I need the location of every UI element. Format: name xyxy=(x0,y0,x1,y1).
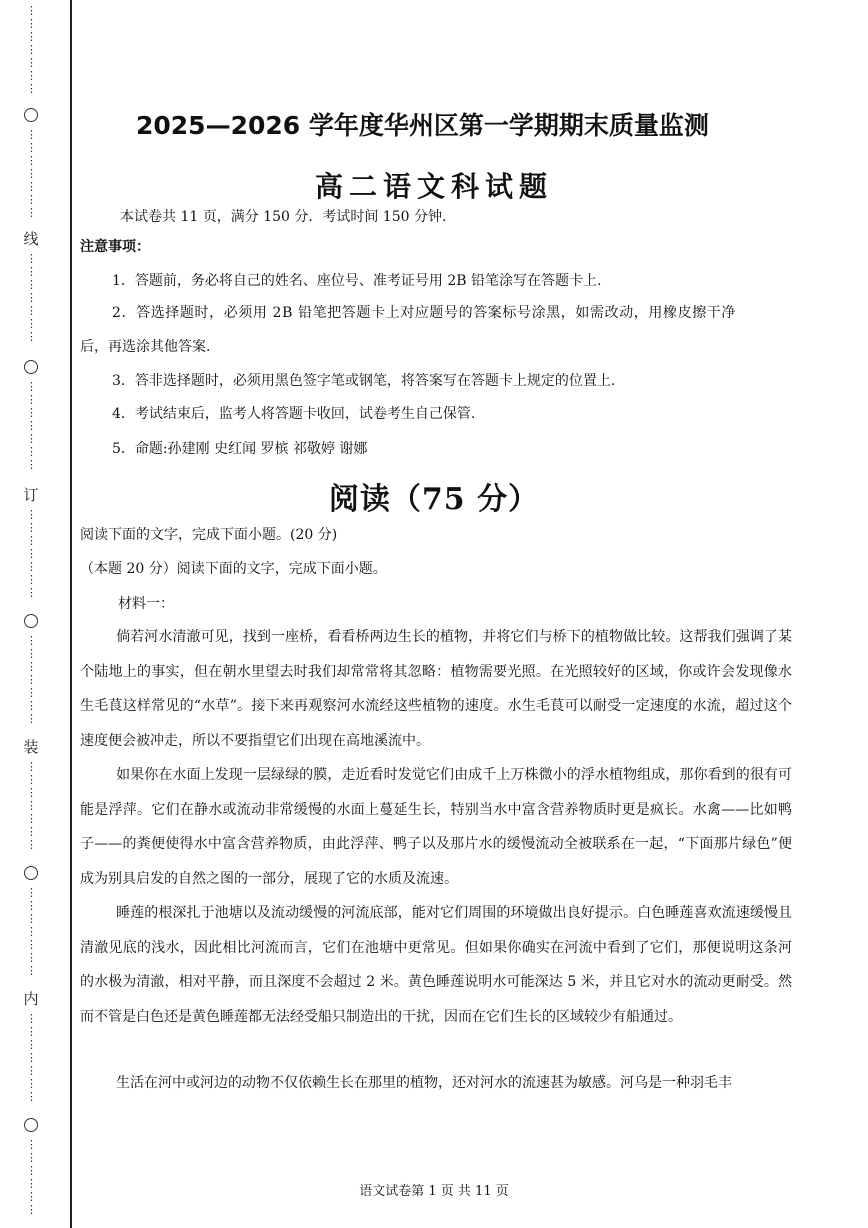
dotted-line: ⋮ ⋮ ⋮ ⋮ ⋮ ⋮ ⋮ xyxy=(26,508,37,599)
exam-subtitle: 高二语文科试题 xyxy=(314,170,553,203)
notice-item-2: 2．答选择题时，必须用 2B 铅笔把答题卡上对应题号的答案标号涂黑，如需改动，用橡皮擦干净 xyxy=(112,305,737,321)
notice-item-1: 1．答题前，务必将自己的姓名、座位号、准考证号用 2B 铅笔涂写在答题卡上. xyxy=(112,273,602,289)
dotted-line: ⋮ ⋮ ⋮ ⋮ ⋮ ⋮ ⋮ xyxy=(26,252,37,343)
binding-circle xyxy=(24,360,38,374)
dotted-line: ⋮ ⋮ ⋮ ⋮ ⋮ ⋮ ⋮ xyxy=(26,634,37,725)
notice-item-4: 4．考试结束后，监考人将答题卡收回，试卷考生自己保管. xyxy=(112,406,476,422)
binding-circle xyxy=(24,1118,38,1132)
paragraph-2-text: 如果你在水面上发现一层绿绿的膜，走近看时发觉它们由成千上万株微小的浮水植物组成，那你看到的很有可能是浮萍。它们在静水或流动非常缓慢的水面上蔓延生长，特别当水中富含营养物质时更是疯长。水禽——比如鸭子——的粪便使得水中富含营养物质，由此浮萍、鸭子以及那片水的缓慢流动全被联系在一起，“下面那片绿色”便成为别具启发的自然之图的一部分，展现了它的水质及流速。 xyxy=(80,767,792,887)
exam-info: 本试卷共 11 页，满分 150 分．考试时间 150 分钟． xyxy=(120,209,456,225)
section-title: 阅读（75 分） xyxy=(328,482,540,517)
paragraph-1 xyxy=(80,620,792,758)
dotted-line: ⋮ ⋮ ⋮ ⋮ ⋮ ⋮ ⋮ xyxy=(26,886,37,977)
dotted-line: ⋮ ⋮ ⋮ ⋮ ⋮ ⋮ xyxy=(26,1138,37,1216)
material-label: 材料一： xyxy=(118,596,174,612)
paragraph-4-text: 生活在河中或河边的动物不仅依赖生长在那里的植物，还对河水的流速甚为敏感。河乌是一种羽毛丰 xyxy=(116,1075,732,1091)
binding-circle xyxy=(24,108,38,122)
binding-circle xyxy=(24,614,38,628)
notice-item-5: 5．命题:孙建刚 史红闻 罗槟 祁敬婷 谢娜 xyxy=(112,441,368,457)
binding-char-xian: 线 xyxy=(23,230,39,248)
reading-instruction-2: （本题 20 分）阅读下面的文字，完成下面小题。 xyxy=(80,561,387,577)
dotted-line: ⋮ ⋮ ⋮ ⋮ ⋮ ⋮ ⋮ xyxy=(26,128,37,219)
notice-item-3: 3．答非选择题时，必须用黑色签字笔或钢笔，将答案写在答题卡上规定的位置上. xyxy=(112,373,616,389)
notice-heading: 注意事项： xyxy=(80,239,150,255)
notice-item-2-cont: 后，再选涂其他答案. xyxy=(80,339,211,355)
binding-char-zhuang: 装 xyxy=(23,738,39,756)
binding-circle xyxy=(24,866,38,880)
paragraph-2 xyxy=(80,758,792,896)
dotted-line: ⋮ ⋮ ⋮ ⋮ ⋮ ⋮ ⋮ xyxy=(26,760,37,851)
dotted-line: ⋮ ⋮ ⋮ ⋮ ⋮ ⋮ ⋮ xyxy=(26,1012,37,1103)
reading-instruction: 阅读下面的文字，完成下面小题。(20 分) xyxy=(80,527,338,543)
dotted-line: ⋮ ⋮ ⋮ ⋮ ⋮ ⋮ ⋮ xyxy=(26,4,37,95)
binding-char-ding: 订 xyxy=(23,486,39,504)
binding-char-nei: 内 xyxy=(23,990,39,1008)
page-footer: 语文试卷第 1 页 共 11 页 xyxy=(359,1184,509,1199)
paragraph-4 xyxy=(80,1066,792,1101)
paragraph-1-text: 倘若河水清澈可见，找到一座桥，看看桥两边生长的植物，并将它们与桥下的植物做比较。这帮我们强调了某个陆地上的事实，但在朝水里望去时我们却常常将其忽略：植物需要光照。在光照较好的区域，你或许会发现像水生毛茛这样常见的“水草”。接下来再观察河水流经这些植物的速度。水生毛茛可以耐受一定速度的水流，超过这个速度便会被冲走，所以不要指望它们出现在高地溪流中。 xyxy=(80,629,792,749)
paragraph-3-text: 睡莲的根深扎于池塘以及流动缓慢的河流底部，能对它们周围的环境做出良好提示。白色睡莲喜欢流速缓慢且清澈见底的浅水，因此相比河流而言，它们在池塘中更常见。但如果你确实在河流中看到了它们，那便说明这条河的水极为清澈，相对平静，而且深度不会超过 2 米。黄色睡莲说明水可能深达 5 米，并且它对水的流动更耐受。然而不管是白色还是黄色睡莲都无法经受船只制造出的干扰，因而在它们生长的区域较少有船通过。 xyxy=(80,905,792,1025)
paragraph-3 xyxy=(80,896,792,1034)
exam-title: 2025—2026 学年度华州区第一学期期末质量监测 xyxy=(136,111,709,140)
dotted-line: ⋮ ⋮ ⋮ ⋮ ⋮ ⋮ ⋮ xyxy=(26,380,37,471)
